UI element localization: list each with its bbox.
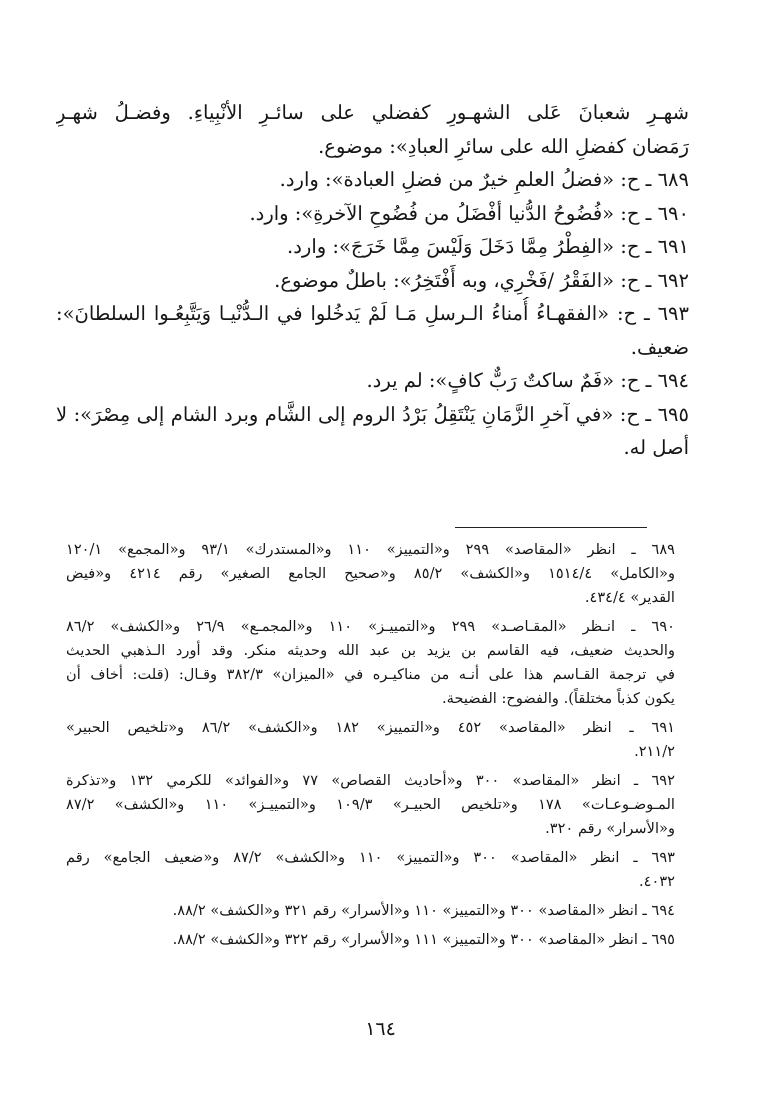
footnote-693 — [66, 846, 675, 894]
footnote-line: ٦٨٩ ـ انظر «المقاصد» ٢٩٩ و«التمييز» ١١٠ و«المستدرك» ٩٣/١ و«المجمع» ١٢٠/١ — [66, 541, 675, 558]
main-line: شهـرِ شعبانَ عَلى الشهـورِ كفضلي على سائـرِ الأنْبِياءِ. وفضـلُ شهـرِ — [56, 101, 689, 124]
footnote-line: ٤٠٣٢. — [639, 873, 675, 890]
footnote-695 — [66, 928, 675, 952]
footnote-694 — [66, 899, 675, 923]
footnote-line: ٦٩٥ ـ انظر «المقاصد» ٣٠٠ و«التمييز» ١١١ و«الأسرار» رقم ٣٢٢ و«الكشف» ٨٨/٢. — [172, 931, 675, 948]
footnote-691 — [66, 716, 675, 764]
footnote-line: المـوضـوعـات» ١٧٨ و«تلخيص الحبيـر» ١٠٩/٣ و«التمييـز» ١١٠ و«الكشف» ٨٧/٢ — [66, 796, 675, 813]
hadith-entry-691: ٦٩١ ـ ح: «الفِطْرُ مِمَّا دَخَلَ وَلَيْسَ مِمَّا خَرَجَ»: وارد. — [287, 235, 689, 258]
footnote-line: و«الأسرار» رقم ٣٢٠. — [545, 820, 675, 837]
footnote-line: والحديث ضعيف، فيه القاسم بن يزيد بن عبد الله وحديثه منكر. وقد أورد الـذهبي الحديث — [66, 642, 675, 659]
footnote-line: ٦٩٢ ـ انظر «المقاصد» ٣٠٠ و«أحاديث القصاص» ٧٧ و«الفوائد» للكرمي ١٣٢ و«تذكرة — [66, 772, 675, 789]
footnote-690 — [66, 615, 675, 711]
footnote-line: في ترجمة القـاسم هذا على أنـه من مناكيـره في «الميزان» ٣٨٢/٣ وقـال: (قلت: أخاف أن — [66, 666, 675, 683]
footnotes — [66, 538, 675, 952]
hadith-entry-689: ٦٨٩ ـ ح: «فضلُ العلمِ خيرٌ من فضلِ العبادة»: وارد. — [279, 168, 689, 191]
hadith-entry-695: ٦٩٥ ـ ح: «في آخرِ الزَّمَانِ يَنْتَقِلُ بَرْدُ الروم إلى الشَّام وبرد الشام إلى مِصْرَ»: لا — [56, 402, 689, 426]
hadith-entry-694: ٦٩٤ ـ ح: «فَمٌ ساكتٌ رَبٌّ كافٍ»: لم يرد. — [366, 369, 689, 392]
page-number: ١٦٤ — [365, 1018, 396, 1040]
footnote-separator — [455, 527, 647, 528]
footnote-line: يكون كذباً مختلقاً). والفضوح: الفضيحة. — [442, 690, 675, 707]
footnote-692 — [66, 769, 675, 841]
footnote-line: ٢١١/٢. — [634, 743, 675, 760]
main-line: رَمَضان كفضلِ الله على سائرِ العبادِ»: موضوع. — [318, 134, 689, 158]
footnote-line: ٦٩٠ ـ انـظر «المقـاصـد» ٢٩٩ و«التمييـز» ١١٠ و«المجمـع» ٢٦/٩ و«الكشف» ٨٦/٢ — [66, 618, 675, 635]
footnote-line: و«الكامل» ١٥١٤/٤ و«الكشف» ٨٥/٢ و«صحيح الجامع الصغير» رقم ٤٢١٤ و«فيض — [66, 565, 675, 582]
hadith-entry-693-continued: ضعيف. — [630, 335, 689, 359]
hadith-entry-693: ٦٩٣ ـ ح: «الفقهـاءُ أُمناءُ الـرسلِ مَـا لَمْ يَدخُلوا في الـدُّنْيـا وَيَتَّبِعُـوا السلطانَ»: — [56, 302, 689, 325]
hadith-entry-692: ٦٩٢ ـ ح: «الفَقْرُ /فَخْرِي، وبه أَفْتَخِرُ»: باطلٌ موضوع. — [274, 268, 689, 292]
footnote-line: ٦٩٤ ـ انظر «المقاصد» ٣٠٠ و«التمييز» ١١٠ و«الأسرار» رقم ٣٢١ و«الكشف» ٨٨/٢. — [172, 902, 675, 919]
footnote-line: القدير» ٤٣٤/٤. — [584, 589, 675, 606]
footnote-line: ٦٩٣ ـ انظر «المقاصد» ٣٠٠ و«التمييز» ١١٠ و«الكشف» ٨٧/٢ و«ضعيف الجامع» رقم — [66, 849, 675, 866]
main-text — [56, 96, 689, 465]
footnote-line: ٦٩١ ـ انظر «المقاصد» ٤٥٢ و«التمييز» ١٨٢ و«الكشف» ٨٦/٢ و«تلخيص الحبير» — [66, 719, 675, 736]
footnote-689 — [66, 538, 675, 610]
hadith-entry-690: ٦٩٠ ـ ح: «فُضُوحُ الدُّنيا أفْضَلُ من فُضُوحِ الآخرةِ»: وارد. — [249, 201, 689, 225]
hadith-entry-695-continued: أصل له. — [623, 436, 689, 459]
